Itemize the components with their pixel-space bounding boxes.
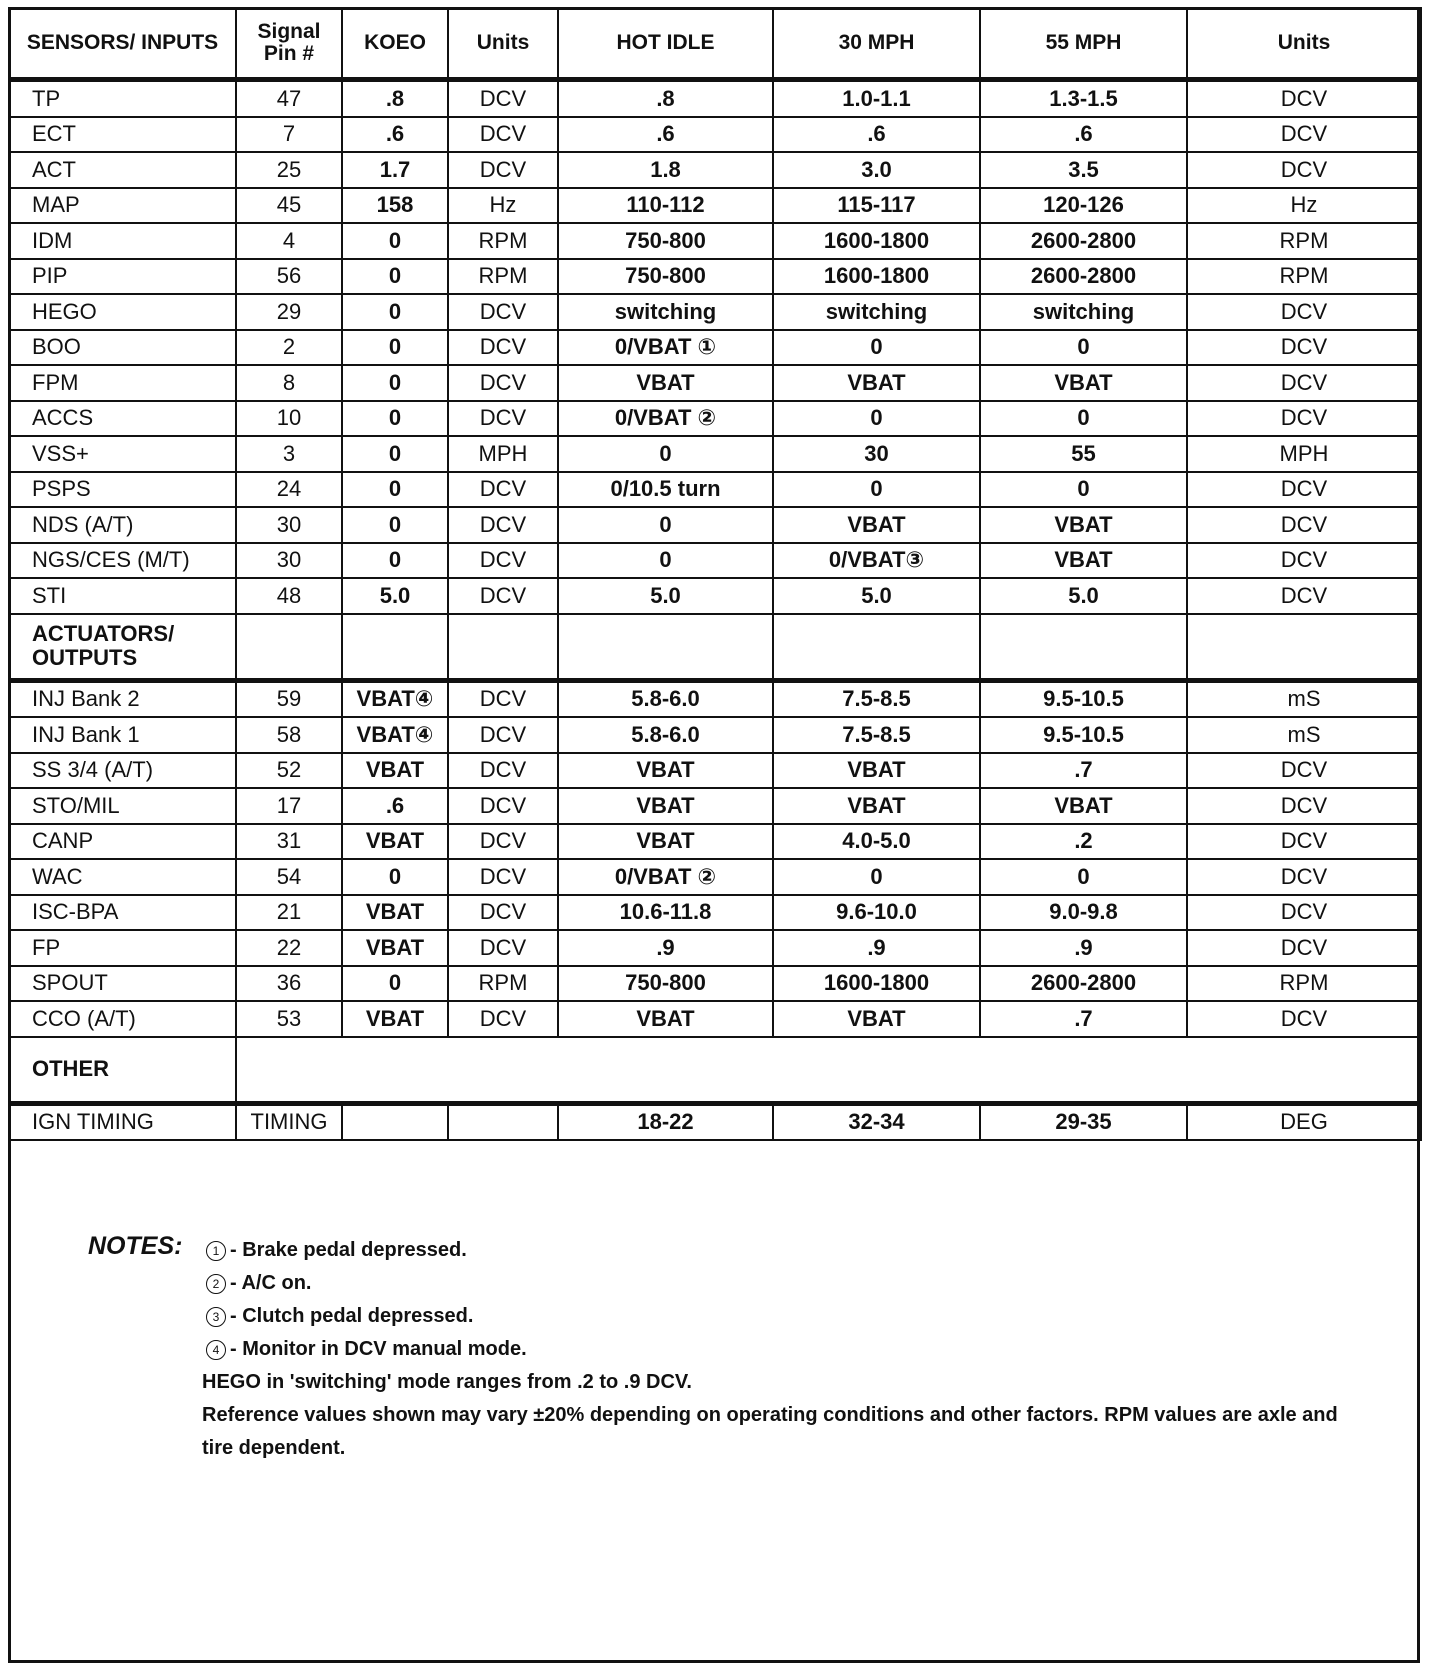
cell-units: RPM: [448, 223, 558, 259]
cell-koeo: VBAT④: [342, 680, 448, 717]
cell-units: DCV: [448, 753, 558, 789]
cell-hot-idle: 750-800: [558, 223, 773, 259]
cell-units-2: DCV: [1187, 330, 1421, 366]
cell-hot-idle: .9: [558, 930, 773, 966]
cell-55-mph: 2600-2800: [980, 259, 1187, 295]
cell-pin: 22: [236, 930, 342, 966]
note-4: 4 - Monitor in DCV manual mode.: [202, 1333, 1368, 1366]
cell-pin: 24: [236, 472, 342, 508]
cell-koeo: VBAT: [342, 824, 448, 860]
actuator-row: [9, 753, 1421, 789]
cell-55-mph: 0: [980, 472, 1187, 508]
note-hego: HEGO in 'switching' mode ranges from .2 to .9 DCV.: [202, 1371, 692, 1393]
cell-units-2: DCV: [1187, 895, 1421, 931]
note-marker-4: 4: [206, 1340, 226, 1360]
cell-units-2: DCV: [1187, 1001, 1421, 1037]
cell-units: DCV: [448, 507, 558, 543]
sensor-row: [9, 578, 1421, 614]
cell-55-mph: .9: [980, 930, 1187, 966]
cell-name: FP: [9, 930, 236, 966]
header-hot-idle: HOT IDLE: [558, 8, 773, 80]
cell-koeo: VBAT: [342, 753, 448, 789]
cell-koeo: 0: [342, 294, 448, 330]
cell-name: ACCS: [9, 401, 236, 437]
cell-name: WAC: [9, 859, 236, 895]
cell-hot-idle: 5.8-6.0: [558, 680, 773, 717]
cell-hot-idle: 750-800: [558, 966, 773, 1002]
cell-name: ISC-BPA: [9, 895, 236, 931]
cell-units-2: DCV: [1187, 80, 1421, 117]
cell-30-mph: 30: [773, 436, 980, 472]
cell-units: RPM: [448, 259, 558, 295]
cell-name: TP: [9, 80, 236, 117]
cell-30-mph: 5.0: [773, 578, 980, 614]
cell-units: DCV: [448, 895, 558, 931]
cell-hot-idle: 0/VBAT ②: [558, 859, 773, 895]
cell-hot-idle: 5.8-6.0: [558, 717, 773, 753]
cell-units-2: MPH: [1187, 436, 1421, 472]
cell-hot-idle: .8: [558, 80, 773, 117]
cell-koeo: 0: [342, 223, 448, 259]
cell-pin: 48: [236, 578, 342, 614]
cell-55-mph: 1.3-1.5: [980, 80, 1187, 117]
other-rows: [9, 1103, 1421, 1140]
cell-name: CANP: [9, 824, 236, 860]
actuator-row: [9, 895, 1421, 931]
cell-name: CCO (A/T): [9, 1001, 236, 1037]
cell-55-mph: 0: [980, 330, 1187, 366]
cell-units-2: DCV: [1187, 401, 1421, 437]
cell-55-mph: 2600-2800: [980, 223, 1187, 259]
header-55-mph: 55 MPH: [980, 8, 1187, 80]
cell-30-mph: 1600-1800: [773, 966, 980, 1002]
note-3: 3 - Clutch pedal depressed.: [202, 1300, 1368, 1333]
cell-30-mph: switching: [773, 294, 980, 330]
cell-units-2: DCV: [1187, 578, 1421, 614]
cell-koeo: 5.0: [342, 578, 448, 614]
cell-units: DCV: [448, 543, 558, 579]
actuator-row: [9, 1001, 1421, 1037]
cell-pin: 59: [236, 680, 342, 717]
cell-pin: 45: [236, 188, 342, 224]
cell-pin: 2: [236, 330, 342, 366]
cell-koeo: 158: [342, 188, 448, 224]
cell-30-mph: 0/VBAT③: [773, 543, 980, 579]
cell-pin: 4: [236, 223, 342, 259]
cell-units-2: RPM: [1187, 966, 1421, 1002]
cell-hot-idle: VBAT: [558, 788, 773, 824]
cell-55-mph: 2600-2800: [980, 966, 1187, 1002]
sensor-row: [9, 330, 1421, 366]
cell-30-mph: 0: [773, 330, 980, 366]
cell-koeo: 1.7: [342, 152, 448, 188]
cell-30-mph: VBAT: [773, 1001, 980, 1037]
cell-units: DCV: [448, 152, 558, 188]
cell-units-2: RPM: [1187, 259, 1421, 295]
cell-units: Hz: [448, 188, 558, 224]
note-1: 1 - Brake pedal depressed.: [202, 1234, 1368, 1267]
cell-30-mph: VBAT: [773, 788, 980, 824]
cell-pin: 30: [236, 507, 342, 543]
note-marker-2: 2: [206, 1274, 226, 1294]
cell-hot-idle: 110-112: [558, 188, 773, 224]
cell-units: DCV: [448, 930, 558, 966]
cell-name: FPM: [9, 365, 236, 401]
cell-koeo: 0: [342, 543, 448, 579]
cell-units-2: DCV: [1187, 753, 1421, 789]
actuator-row: [9, 930, 1421, 966]
cell-hot-idle: 5.0: [558, 578, 773, 614]
cell-units-2: RPM: [1187, 223, 1421, 259]
cell-pin: 58: [236, 717, 342, 753]
cell-units: DCV: [448, 365, 558, 401]
other-label: OTHER: [9, 1037, 236, 1104]
cell-units: DCV: [448, 859, 558, 895]
cell-koeo: 0: [342, 472, 448, 508]
cell-hot-idle: 0: [558, 436, 773, 472]
cell-hot-idle: .6: [558, 117, 773, 153]
sensor-row: [9, 543, 1421, 579]
cell-name: ECT: [9, 117, 236, 153]
cell-units-2: DCV: [1187, 859, 1421, 895]
header-row: [9, 8, 1421, 80]
cell-55-mph: .2: [980, 824, 1187, 860]
sensor-row: [9, 365, 1421, 401]
cell-units: DCV: [448, 117, 558, 153]
cell-units: DCV: [448, 578, 558, 614]
cell-30-mph: 0: [773, 472, 980, 508]
cell-55-mph: switching: [980, 294, 1187, 330]
cell-30-mph: 115-117: [773, 188, 980, 224]
cell-55-mph: 55: [980, 436, 1187, 472]
note-marker-1: 1: [206, 1241, 226, 1261]
cell-units-2: DCV: [1187, 117, 1421, 153]
cell-name: BOO: [9, 330, 236, 366]
header-units: Units: [448, 8, 558, 80]
cell-name: PSPS: [9, 472, 236, 508]
cell-hot-idle: VBAT: [558, 1001, 773, 1037]
cell-pin: TIMING: [236, 1103, 342, 1140]
cell-pin: 31: [236, 824, 342, 860]
cell-pin: 7: [236, 117, 342, 153]
cell-units: MPH: [448, 436, 558, 472]
cell-name: INJ Bank 2: [9, 680, 236, 717]
cell-55-mph: 9.5-10.5: [980, 680, 1187, 717]
cell-hot-idle: 18-22: [558, 1103, 773, 1140]
cell-name: STI: [9, 578, 236, 614]
cell-koeo: 0: [342, 365, 448, 401]
cell-55-mph: .7: [980, 753, 1187, 789]
cell-hot-idle: VBAT: [558, 365, 773, 401]
actuator-row: [9, 788, 1421, 824]
cell-55-mph: .6: [980, 117, 1187, 153]
cell-name: IDM: [9, 223, 236, 259]
cell-units-2: DCV: [1187, 788, 1421, 824]
cell-koeo: 0: [342, 966, 448, 1002]
header-30-mph: 30 MPH: [773, 8, 980, 80]
cell-units: DCV: [448, 788, 558, 824]
cell-units: DCV: [448, 472, 558, 508]
cell-name: NGS/CES (M/T): [9, 543, 236, 579]
cell-pin: 52: [236, 753, 342, 789]
cell-koeo: VBAT: [342, 1001, 448, 1037]
cell-30-mph: 0: [773, 859, 980, 895]
sensor-row: [9, 152, 1421, 188]
cell-koeo: 0: [342, 259, 448, 295]
actuator-row: [9, 966, 1421, 1002]
cell-name: IGN TIMING: [9, 1103, 236, 1140]
cell-hot-idle: switching: [558, 294, 773, 330]
cell-55-mph: 0: [980, 859, 1187, 895]
cell-name: PIP: [9, 259, 236, 295]
cell-pin: 3: [236, 436, 342, 472]
sensor-row: [9, 401, 1421, 437]
sensor-row: [9, 117, 1421, 153]
header-koeo: KOEO: [342, 8, 448, 80]
cell-koeo: 0: [342, 859, 448, 895]
other-row: [9, 1103, 1421, 1140]
sensor-row: [9, 436, 1421, 472]
cell-55-mph: 120-126: [980, 188, 1187, 224]
reference-values-table: [8, 7, 1422, 1141]
sensor-row: [9, 223, 1421, 259]
cell-name: MAP: [9, 188, 236, 224]
header-units-2: Units: [1187, 8, 1421, 80]
cell-units: DCV: [448, 401, 558, 437]
cell-units-2: DCV: [1187, 294, 1421, 330]
cell-hot-idle: 0/10.5 turn: [558, 472, 773, 508]
cell-pin: 17: [236, 788, 342, 824]
note-2: 2 - A/C on.: [202, 1267, 1368, 1300]
cell-30-mph: 4.0-5.0: [773, 824, 980, 860]
sensor-row: [9, 472, 1421, 508]
sensor-row: [9, 188, 1421, 224]
cell-units: DCV: [448, 330, 558, 366]
cell-30-mph: VBAT: [773, 365, 980, 401]
cell-koeo: 0: [342, 507, 448, 543]
cell-units: DCV: [448, 717, 558, 753]
actuator-row: [9, 680, 1421, 717]
sensor-row: [9, 259, 1421, 295]
cell-30-mph: 1.0-1.1: [773, 80, 980, 117]
sensor-row: [9, 507, 1421, 543]
cell-pin: 25: [236, 152, 342, 188]
cell-hot-idle: 10.6-11.8: [558, 895, 773, 931]
note-reference: Reference values shown may vary ±20% depending on operating conditions and other factors. RPM values are axle and tire dependent.: [202, 1404, 1338, 1459]
notes-block: [88, 1234, 1368, 1465]
cell-name: STO/MIL: [9, 788, 236, 824]
cell-units-2: DEG: [1187, 1103, 1421, 1140]
sensor-rows: [9, 80, 1421, 614]
cell-units: RPM: [448, 966, 558, 1002]
cell-koeo: VBAT④: [342, 717, 448, 753]
other-section-header: [9, 1037, 1421, 1104]
cell-koeo: VBAT: [342, 895, 448, 931]
actuator-row: [9, 859, 1421, 895]
cell-koeo: .6: [342, 788, 448, 824]
cell-pin: 47: [236, 80, 342, 117]
cell-pin: 29: [236, 294, 342, 330]
actuator-row: [9, 824, 1421, 860]
actuator-rows: [9, 680, 1421, 1037]
cell-hot-idle: 0: [558, 543, 773, 579]
cell-55-mph: 5.0: [980, 578, 1187, 614]
cell-55-mph: VBAT: [980, 365, 1187, 401]
other-section: [9, 1037, 1421, 1104]
cell-units: DCV: [448, 294, 558, 330]
actuators-section-header: [9, 614, 1421, 681]
actuator-row: [9, 717, 1421, 753]
cell-name: INJ Bank 1: [9, 717, 236, 753]
cell-koeo: .8: [342, 80, 448, 117]
cell-koeo: [342, 1103, 448, 1140]
cell-units: DCV: [448, 1001, 558, 1037]
cell-30-mph: 7.5-8.5: [773, 717, 980, 753]
cell-name: SS 3/4 (A/T): [9, 753, 236, 789]
sensor-row: [9, 294, 1421, 330]
cell-55-mph: VBAT: [980, 543, 1187, 579]
cell-koeo: 0: [342, 401, 448, 437]
cell-pin: 36: [236, 966, 342, 1002]
cell-hot-idle: VBAT: [558, 753, 773, 789]
cell-name: VSS+: [9, 436, 236, 472]
cell-30-mph: 9.6-10.0: [773, 895, 980, 931]
cell-55-mph: 3.5: [980, 152, 1187, 188]
header-sensors-inputs: SENSORS/ INPUTS: [9, 8, 236, 80]
cell-units: [448, 1103, 558, 1140]
cell-koeo: 0: [342, 436, 448, 472]
cell-pin: 30: [236, 543, 342, 579]
cell-units-2: DCV: [1187, 472, 1421, 508]
cell-name: NDS (A/T): [9, 507, 236, 543]
cell-units-2: DCV: [1187, 930, 1421, 966]
cell-55-mph: 9.0-9.8: [980, 895, 1187, 931]
cell-units-2: Hz: [1187, 188, 1421, 224]
cell-name: ACT: [9, 152, 236, 188]
cell-pin: 56: [236, 259, 342, 295]
cell-units-2: DCV: [1187, 824, 1421, 860]
cell-name: SPOUT: [9, 966, 236, 1002]
cell-units: DCV: [448, 824, 558, 860]
cell-55-mph: 0: [980, 401, 1187, 437]
cell-hot-idle: 0/VBAT ②: [558, 401, 773, 437]
cell-30-mph: 1600-1800: [773, 259, 980, 295]
cell-units-2: DCV: [1187, 365, 1421, 401]
cell-55-mph: .7: [980, 1001, 1187, 1037]
cell-units-2: DCV: [1187, 507, 1421, 543]
cell-30-mph: .9: [773, 930, 980, 966]
cell-55-mph: 29-35: [980, 1103, 1187, 1140]
cell-pin: 8: [236, 365, 342, 401]
cell-units: DCV: [448, 80, 558, 117]
cell-units-2: mS: [1187, 680, 1421, 717]
notes-label: NOTES:: [88, 1232, 183, 1260]
cell-pin: 10: [236, 401, 342, 437]
cell-name: HEGO: [9, 294, 236, 330]
cell-30-mph: VBAT: [773, 507, 980, 543]
cell-55-mph: VBAT: [980, 507, 1187, 543]
cell-hot-idle: 750-800: [558, 259, 773, 295]
actuators-section: [9, 614, 1421, 681]
cell-pin: 53: [236, 1001, 342, 1037]
cell-units: DCV: [448, 680, 558, 717]
cell-koeo: .6: [342, 117, 448, 153]
cell-hot-idle: VBAT: [558, 824, 773, 860]
cell-hot-idle: 0: [558, 507, 773, 543]
cell-55-mph: VBAT: [980, 788, 1187, 824]
actuators-outputs-label: ACTUATORS/ OUTPUTS: [9, 614, 236, 681]
cell-30-mph: 0: [773, 401, 980, 437]
sensor-row: [9, 80, 1421, 117]
cell-pin: 54: [236, 859, 342, 895]
cell-30-mph: VBAT: [773, 753, 980, 789]
cell-koeo: VBAT: [342, 930, 448, 966]
cell-pin: 21: [236, 895, 342, 931]
note-marker-3: 3: [206, 1307, 226, 1327]
cell-30-mph: 1600-1800: [773, 223, 980, 259]
cell-hot-idle: 0/VBAT ①: [558, 330, 773, 366]
header-signal-pin: Signal Pin #: [236, 8, 342, 80]
cell-30-mph: 7.5-8.5: [773, 680, 980, 717]
cell-30-mph: 32-34: [773, 1103, 980, 1140]
cell-koeo: 0: [342, 330, 448, 366]
cell-units-2: DCV: [1187, 543, 1421, 579]
cell-units-2: mS: [1187, 717, 1421, 753]
cell-30-mph: 3.0: [773, 152, 980, 188]
cell-55-mph: 9.5-10.5: [980, 717, 1187, 753]
cell-hot-idle: 1.8: [558, 152, 773, 188]
cell-units-2: DCV: [1187, 152, 1421, 188]
cell-30-mph: .6: [773, 117, 980, 153]
